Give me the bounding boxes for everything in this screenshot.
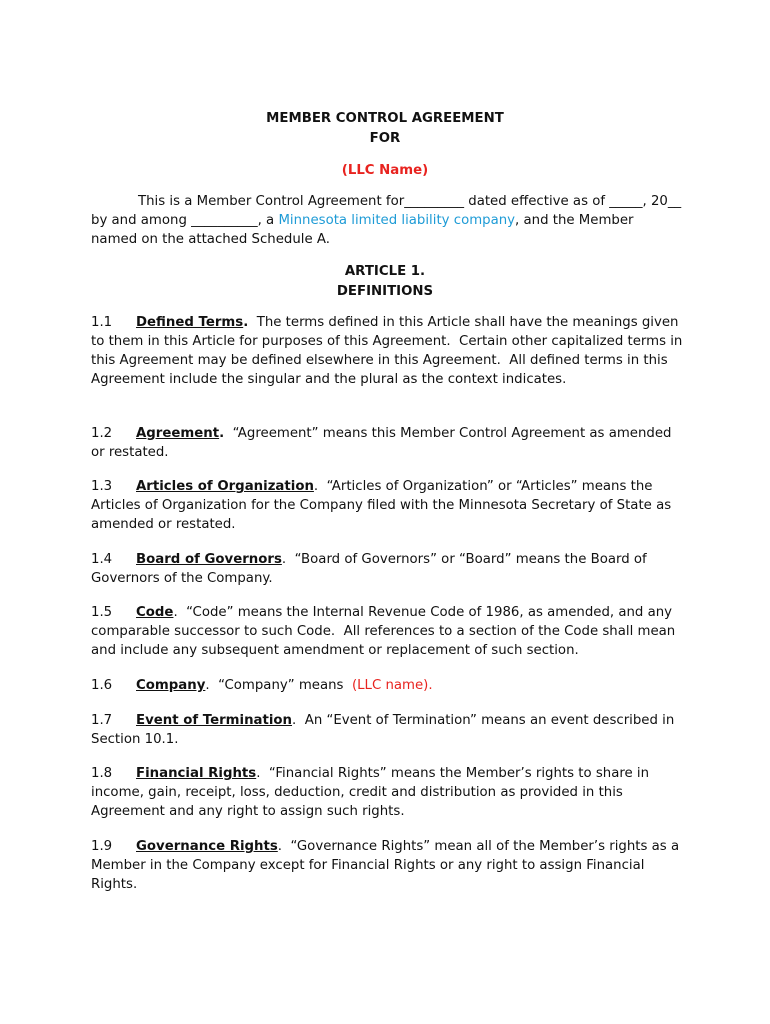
section-1-7	[91, 711, 683, 749]
section-number: 1.2	[91, 426, 113, 441]
section-text: The terms defined in this Article shall have the meanings given to them in this Article for purposes of this Agreement. Certain other capitalized terms in this Agreement may be defined elsewhere in this Agreement. All defined terms in this Agreement include the singular and the plural as the context indicates.	[91, 315, 687, 387]
defined-term: Financial Rights	[136, 766, 257, 781]
section-1-2	[91, 424, 683, 462]
defined-term: Articles of Organization	[136, 479, 314, 494]
defined-term: Company	[136, 678, 206, 693]
section-number: 1.3	[91, 479, 113, 494]
intro-text-part1: This is a Member Control Agreement for_________ dated effective as of _____, 20__ by and among __________, a	[91, 194, 682, 228]
section-text: “Company” means	[209, 678, 352, 693]
intro-text-part2: , and the Member named on the attached Schedule A.	[91, 213, 634, 247]
defined-term: Defined Terms	[136, 315, 244, 330]
section-text: “Code” means the Internal Revenue Code of 1986, as amended, and any comparable successor to such Code. All references to a section of the Code shall mean and include any subsequent amendment or replacement of such section.	[91, 605, 680, 658]
section-1-3	[91, 477, 683, 534]
article-number: ARTICLE 1.	[344, 264, 426, 279]
section-text: “Articles of Organization” or “Articles” means the Articles of Organization for the Company filed with the Minnesota Secretary of State as amended or restated.	[91, 479, 676, 532]
term-punct: .	[313, 479, 319, 494]
section-1-9	[91, 837, 683, 894]
term-punct: .	[277, 839, 283, 854]
section-text: “Governance Rights” mean all of the Member’s rights as a Member in the Company except for Financial Rights or any right to assign Financial Rights.	[91, 839, 684, 892]
section-1-4	[91, 550, 683, 588]
term-punct: .	[243, 315, 249, 330]
section-number: 1.1	[91, 315, 113, 330]
defined-term: Code	[136, 605, 174, 620]
section-number: 1.4	[91, 552, 113, 567]
minnesota-llc-link[interactable]: Minnesota limited liability company	[278, 213, 516, 228]
section-text: “Financial Rights” means the Member’s rights to share in income, gain, receipt, loss, deduction, credit and distribution as provided in this Agreement and any right to assign such rights.	[91, 766, 654, 819]
section-1-6	[91, 676, 683, 695]
article-title: DEFINITIONS	[336, 284, 434, 299]
section-number: 1.7	[91, 713, 113, 728]
term-punct: .	[219, 426, 225, 441]
defined-term: Board of Governors	[136, 552, 282, 567]
llc-name-placeholder: (LLC Name)	[341, 163, 429, 178]
document-title-for: FOR	[369, 131, 401, 146]
section-text: “Board of Governors” or “Board” means the Board of Governors of the Company.	[91, 552, 651, 586]
term-punct: .	[256, 766, 261, 781]
section-number: 1.8	[91, 766, 113, 781]
llc-name-inline-placeholder: (LLC name).	[351, 678, 433, 693]
section-text: An “Event of Termination” means an event described in Section 10.1.	[91, 713, 679, 747]
document-title: MEMBER CONTROL AGREEMENT	[266, 111, 504, 126]
section-text: “Agreement” means this Member Control Agreement as amended or restated.	[91, 426, 676, 460]
term-punct: .	[173, 605, 178, 620]
term-punct: .	[292, 713, 297, 728]
section-1-1	[91, 313, 687, 389]
defined-term: Event of Termination	[136, 713, 293, 728]
term-punct: .	[281, 552, 287, 567]
defined-term: Governance Rights	[136, 839, 278, 854]
section-1-5	[91, 603, 683, 660]
intro-paragraph	[91, 192, 683, 249]
section-number: 1.5	[91, 605, 113, 620]
section-number: 1.6	[91, 678, 113, 693]
term-punct: .	[205, 678, 210, 693]
section-number: 1.9	[91, 839, 113, 854]
defined-term: Agreement	[136, 426, 220, 441]
section-1-8	[91, 764, 683, 821]
